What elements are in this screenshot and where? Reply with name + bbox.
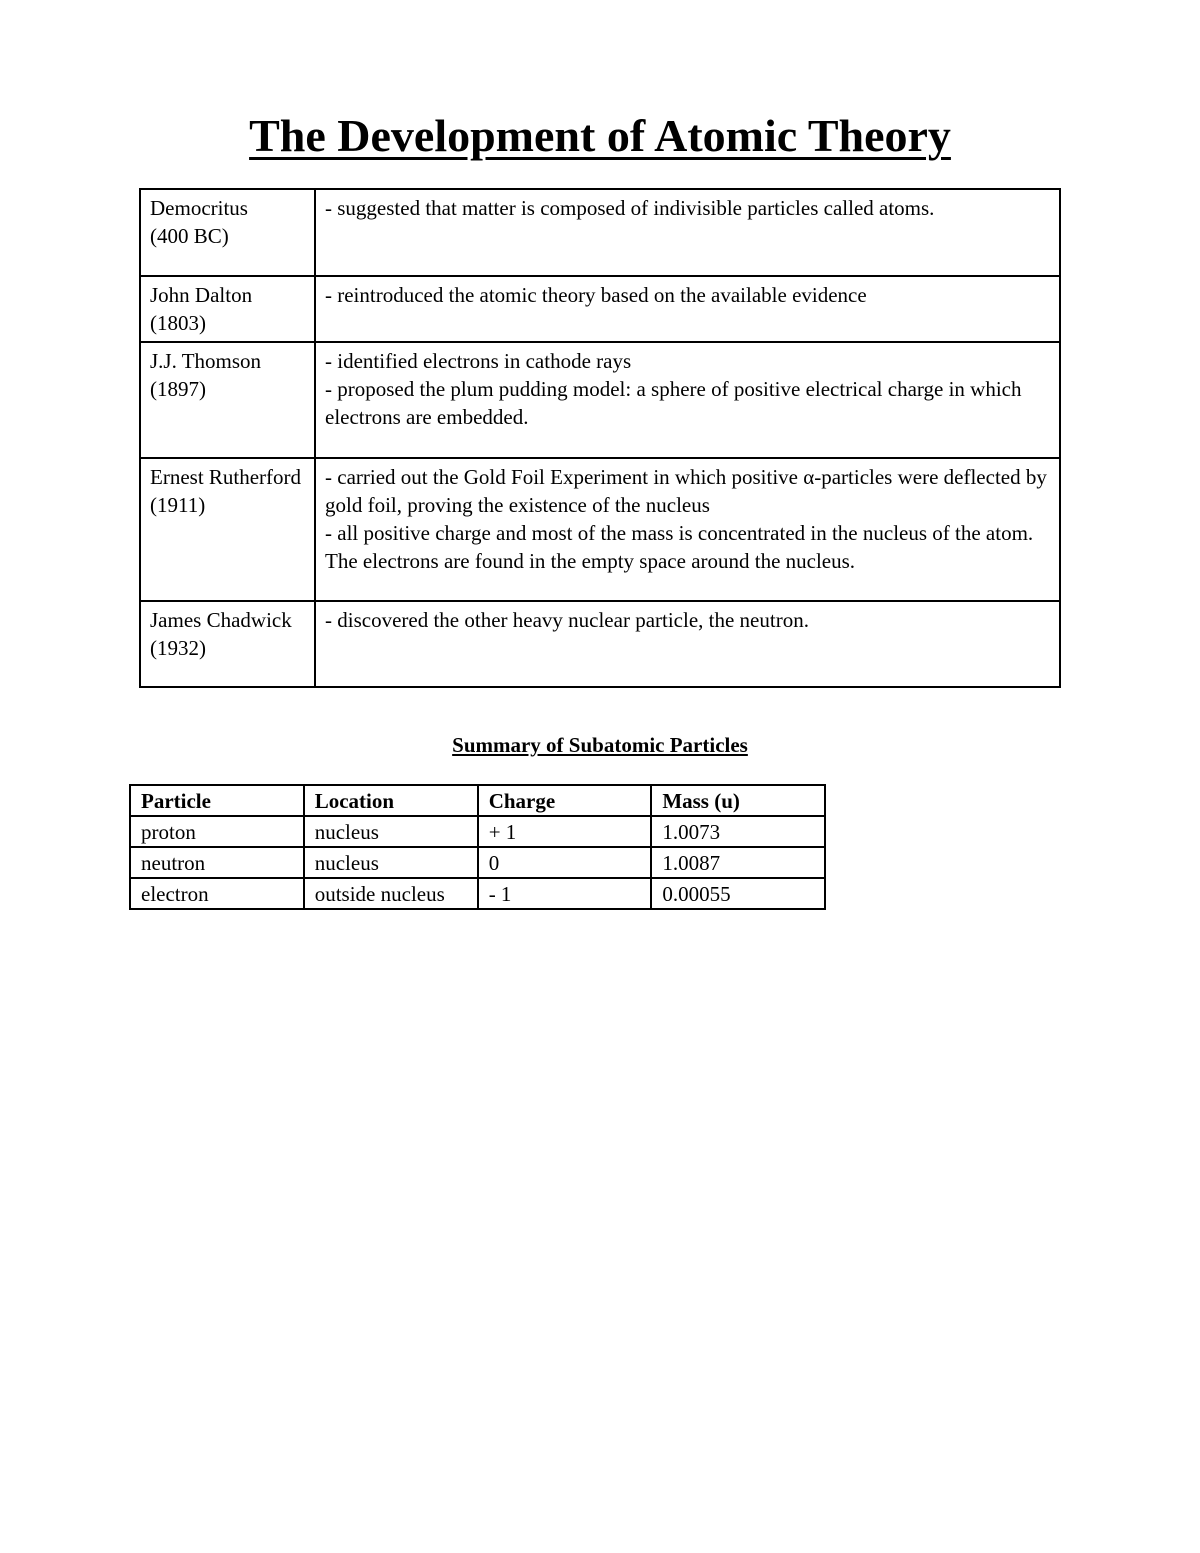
charge-cell: 0 (478, 847, 652, 878)
mass-cell: 1.0087 (651, 847, 825, 878)
scientist-cell (140, 276, 315, 342)
scientist-cell (140, 601, 315, 687)
scientist-cell (140, 189, 315, 276)
subatomic-particles-table (129, 784, 826, 910)
contribution-cell (315, 276, 1060, 342)
particle-cell: electron (130, 878, 304, 909)
table-row (140, 189, 1060, 276)
table-row (140, 342, 1060, 458)
mass-cell: 1.0073 (651, 816, 825, 847)
charge-cell: + 1 (478, 816, 652, 847)
summary-title: Summary of Subatomic Particles (452, 733, 748, 757)
table-row (130, 847, 825, 878)
scientist-date: (1897) (150, 377, 206, 401)
atomic-theory-table (139, 188, 1061, 688)
table-row (130, 878, 825, 909)
location-cell: nucleus (304, 816, 478, 847)
table-row (140, 276, 1060, 342)
table-row (140, 601, 1060, 687)
contribution-cell (315, 189, 1060, 276)
scientist-date: (1803) (150, 311, 206, 335)
table-row (140, 458, 1060, 601)
scientist-name: Democritus (150, 196, 248, 220)
contribution-line: - identified electrons in cathode rays (325, 349, 632, 373)
page-title: The Development of Atomic Theory (249, 110, 951, 161)
column-header: Location (304, 785, 478, 816)
contribution-cell (315, 458, 1060, 601)
contribution-cell (315, 342, 1060, 458)
contribution-line: - carried out the Gold Foil Experiment in which positive α-particles were deflected by gold foil, proving the existence of the nucleus (325, 465, 1047, 517)
location-cell: nucleus (304, 847, 478, 878)
column-header: Mass (u) (651, 785, 825, 816)
charge-cell: - 1 (478, 878, 652, 909)
mass-cell: 0.00055 (651, 878, 825, 909)
scientist-name: J.J. Thomson (150, 349, 262, 373)
contribution-line: - discovered the other heavy nuclear particle, the neutron. (325, 608, 809, 632)
scientist-date: (400 BC) (150, 224, 229, 248)
scientist-date: (1911) (150, 493, 206, 517)
table-row (130, 816, 825, 847)
scientist-date: (1932) (150, 636, 206, 660)
contribution-line: - reintroduced the atomic theory based on the available evidence (325, 283, 867, 307)
particle-cell: neutron (130, 847, 304, 878)
column-header: Particle (130, 785, 304, 816)
scientist-cell (140, 458, 315, 601)
contribution-line: - all positive charge and most of the mass is concentrated in the nucleus of the atom. The electrons are found in the empty space around the nucleus. (325, 521, 1034, 573)
contribution-line: - proposed the plum pudding model: a sphere of positive electrical charge in which electrons are embedded. (325, 377, 1022, 429)
contribution-cell (315, 601, 1060, 687)
particle-cell: proton (130, 816, 304, 847)
table-header-row (130, 785, 825, 816)
scientist-name: James Chadwick (150, 608, 292, 632)
contribution-line: - suggested that matter is composed of indivisible particles called atoms. (325, 196, 935, 220)
location-cell: outside nucleus (304, 878, 478, 909)
scientist-cell (140, 342, 315, 458)
scientist-name: John Dalton (150, 283, 253, 307)
column-header: Charge (478, 785, 652, 816)
scientist-name: Ernest Rutherford (150, 465, 302, 489)
